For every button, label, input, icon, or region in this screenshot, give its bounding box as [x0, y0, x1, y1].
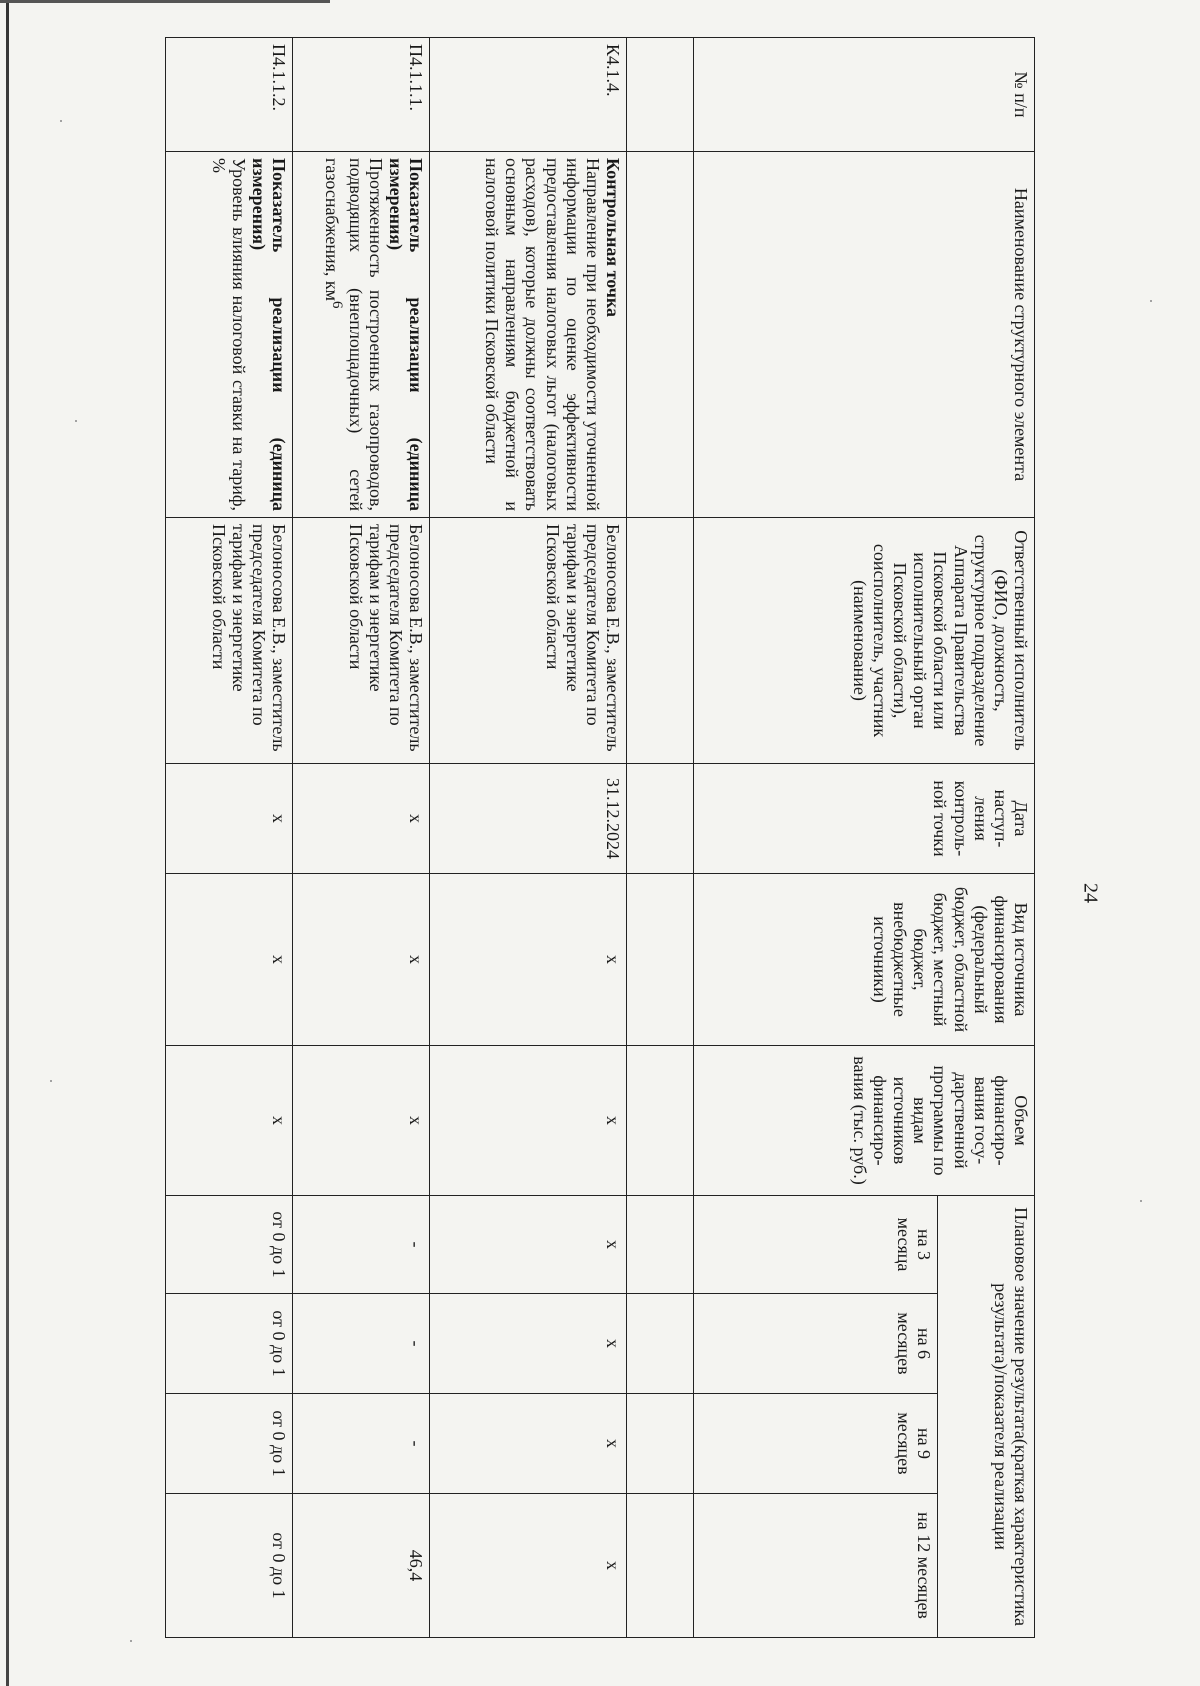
row-m6: x: [430, 1294, 627, 1394]
row-name: [430, 152, 627, 518]
header-num: № п/п: [694, 38, 1035, 152]
row-num: П4.1.1.1.: [293, 38, 430, 152]
row-text: Протяженность построенных газопроводов, подводящих (внеплощадочных) сетей газоснабжения, км: [322, 158, 386, 511]
empty-cell: [627, 1046, 694, 1196]
scan-speck: [75, 420, 77, 422]
scan-edge: [6, 0, 9, 1686]
row-m3: -: [293, 1196, 430, 1294]
row-m9: -: [293, 1394, 430, 1494]
empty-cell: [627, 874, 694, 1046]
header-volume: Объем финансиро- вания госу- дарственной программы по видам источников финансиро- вания (тыс. руб.): [694, 1046, 1035, 1196]
row-m12: x: [430, 1494, 627, 1638]
empty-cell: [627, 518, 694, 764]
footnote-mark: 6: [329, 301, 346, 309]
header-m12: на 12 месяцев: [694, 1494, 938, 1638]
row-m12: 46,4: [293, 1494, 430, 1638]
header-m3: на 3 месяца: [694, 1196, 938, 1294]
row-title: Контрольная точка: [603, 158, 623, 317]
header-responsible: Ответственный исполнитель (ФИО, должность, структурное подразделение Аппарата Правительства Псковской области или исполнительный орган Псковской области), соисполнитель, участник (наименование): [694, 518, 1035, 764]
header-name: Наименование структурного элемента: [694, 152, 1035, 518]
row-m6: -: [293, 1294, 430, 1394]
header-m6: на 6 месяцев: [694, 1294, 938, 1394]
scan-speck: [130, 1640, 132, 1642]
scan-speck: [1140, 1200, 1142, 1202]
scan-edge-top: [0, 0, 330, 3]
table-row: [293, 38, 430, 1638]
row-name: [293, 152, 430, 518]
row-m6: от 0 до 1: [166, 1294, 293, 1394]
empty-cell: [627, 1494, 694, 1638]
row-num: П4.1.1.2.: [166, 38, 293, 152]
empty-cell: [627, 764, 694, 874]
row-responsible: Белоносова Е.В., заместитель председателя Комитета по тарифам и энергетике Псковской области: [166, 518, 293, 764]
header-m9: на 9 месяцев: [694, 1394, 938, 1494]
row-volume: x: [166, 1046, 293, 1196]
empty-cell: [627, 1196, 694, 1294]
row-date: x: [166, 764, 293, 874]
row-responsible: Белоносова Е.В., заместитель председателя Комитета по тарифам и энергетике Псковской области: [430, 518, 627, 764]
row-date: x: [293, 764, 430, 874]
row-text: Уровень влияния налоговой ставки на тариф, %: [208, 158, 249, 511]
header-planned: Плановое значение результата(краткая характеристика результата)/показателя реализации: [938, 1196, 1035, 1638]
empty-cell: [627, 1294, 694, 1394]
row-date: 31.12.2024: [430, 764, 627, 874]
row-m12: от 0 до 1: [166, 1494, 293, 1638]
row-source: x: [430, 874, 627, 1046]
row-title: Показатель реализации (единица измерения): [385, 158, 426, 511]
row-source: x: [166, 874, 293, 1046]
row-title: Показатель реализации (единица измерения): [248, 158, 289, 511]
scan-speck: [1150, 300, 1152, 302]
row-name: [166, 152, 293, 518]
table-row: [166, 38, 293, 1638]
row-volume: x: [430, 1046, 627, 1196]
empty-cell: [627, 152, 694, 518]
program-table: [165, 37, 1035, 1638]
row-m9: x: [430, 1394, 627, 1494]
scan-speck: [50, 1080, 52, 1082]
row-text: Направление при необходимости уточненной информации по оценке эффективности предоставления налоговых льгот (налоговых расходов), которые должны соответствовать основным направлениям бюджетной и налоговой политики Псковской области: [482, 158, 603, 511]
rotated-page: [165, 37, 1035, 1637]
table-row: [627, 38, 694, 1638]
row-m3: x: [430, 1196, 627, 1294]
header-date: Дата наступ- ления контроль- ной точки: [694, 764, 1035, 874]
table-row: [430, 38, 627, 1638]
empty-cell: [627, 38, 694, 152]
row-m9: от 0 до 1: [166, 1394, 293, 1494]
row-responsible: Белоносова Е.В., заместитель председателя Комитета по тарифам и энергетике Псковской области: [293, 518, 430, 764]
header-row: [938, 38, 1035, 1638]
page-number: 24: [1079, 883, 1102, 903]
row-m3: от 0 до 1: [166, 1196, 293, 1294]
row-num: К4.1.4.: [430, 38, 627, 152]
header-source: Вид источника финансирования (федеральный бюджет, областной бюджет, местный бюджет, внебюджетные источники): [694, 874, 1035, 1046]
row-volume: x: [293, 1046, 430, 1196]
empty-cell: [627, 1394, 694, 1494]
scan-speck: [60, 120, 62, 122]
row-source: x: [293, 874, 430, 1046]
